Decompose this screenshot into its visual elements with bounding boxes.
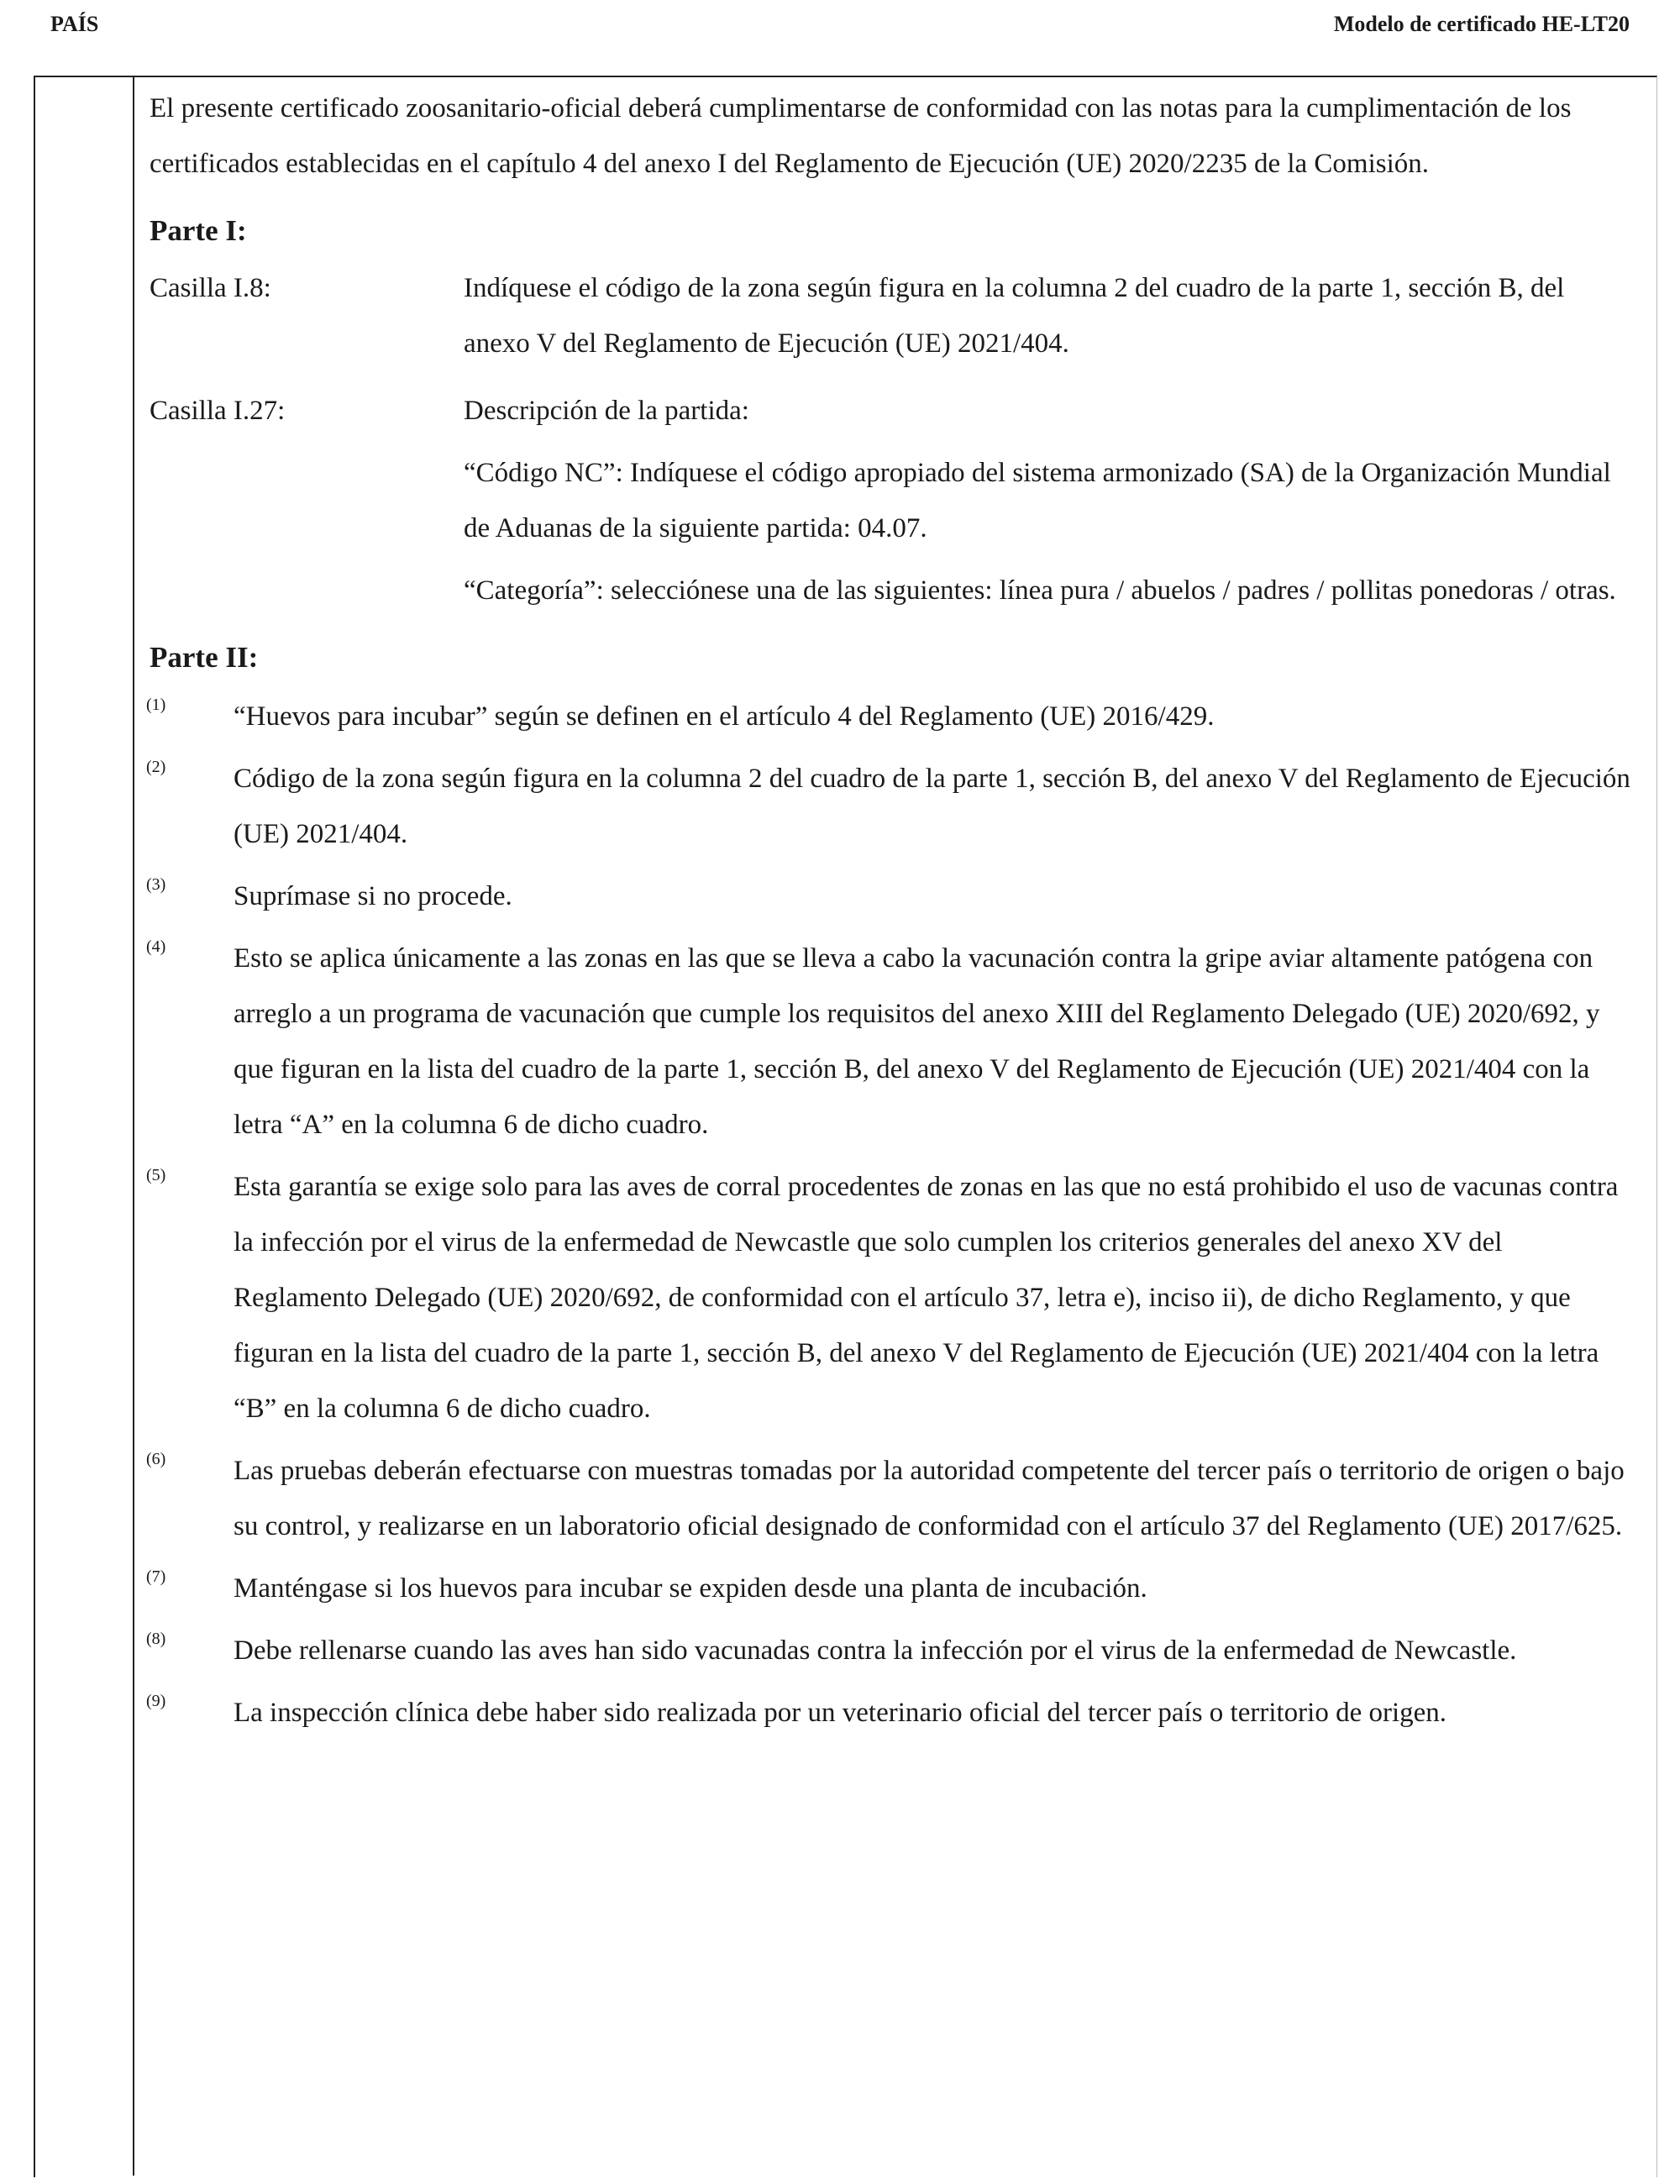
footnote-item [146,1623,1636,1678]
casilla-paragraph: “Categoría”: selecciónese una de las siguientes: línea pura / abuelos / padres / pollitas ponedoras / otras. [464,575,1616,606]
casilla-row [150,383,1636,625]
footnote-item [146,1443,1636,1554]
casilla-label: Casilla I.27: [150,396,286,426]
casilla-paragraph: “Código NC”: Indíquese el código apropiado del sistema armonizado (SA) de la Organización Mundial de Aduanas de la siguiente partida: 04.07. [464,458,1611,543]
casilla-row [150,260,1636,378]
footnote-text: La inspección clínica debe haber sido realizada por un veterinario oficial del tercer país o territorio de origen. [234,1698,1447,1728]
footnote-item [146,1159,1636,1436]
footnote-item [146,931,1636,1152]
footnote-item [146,751,1636,862]
footnote-number: (4) [146,937,166,956]
country-label: PAÍS [50,12,99,36]
footnote-text: “Huevos para incubar” según se definen en el artículo 4 del Reglamento (UE) 2016/429. [234,701,1215,732]
footnote-text: Esto se aplica únicamente a las zonas en las que se lleva a cabo la vacunación contra la gripe aviar altamente patógena con arreglo a un programa de vacunación que cumple los requisitos del anexo XIII del Reglamento Delegado (UE) 2020/692, y que figuran en la lista del cuadro de la parte 1, sección B, del anexo V del Reglamento de Ejecución (UE) 2021/404 con la letra “A” en la columna 6 de dicho cuadro. [234,943,1600,1140]
footnote-item [146,689,1636,744]
casilla-label: Casilla I.8: [150,273,271,303]
intro-paragraph: El presente certificado zoosanitario-oficial deberá cumplimentarse de conformidad con las notas para la cumplimentación de los certificados establecidas en el capítulo 4 del anexo I del Reglamento de Ejecución (UE) 2020/2235 de la Comisión. [150,93,1572,179]
margin-column-divider [133,76,134,2176]
casilla-body [464,383,1636,625]
footnote-text: Debe rellenarse cuando las aves han sido vacunadas contra la infección por el virus de la enfermedad de Newcastle. [234,1635,1517,1666]
footnote-item [146,1685,1636,1740]
footnote-number: (7) [146,1567,166,1586]
footnote-number: (9) [146,1692,166,1710]
page-header [50,12,1630,45]
footnote-text: Código de la zona según figura en la columna 2 del cuadro de la parte 1, sección B, del anexo V del Reglamento de Ejecución (UE) 2021/404. [234,764,1630,849]
footnote-item [146,1561,1636,1616]
footnote-number: (6) [146,1450,166,1468]
part-2-title: Parte II: [150,641,259,674]
footnote-number: (2) [146,758,166,776]
casilla-body [464,260,1636,378]
footnote-number: (3) [146,875,166,894]
certificate-notes-body [146,81,1636,1747]
part-1-title: Parte I: [150,214,247,247]
casilla-paragraph: Descripción de la partida: [464,396,749,426]
footnote-text: Manténgase si los huevos para incubar se expiden desde una planta de incubación. [234,1573,1147,1604]
footnote-text: Las pruebas deberán efectuarse con muestras tomadas por la autoridad competente del tercer país o territorio de origen o bajo su control, y realizarse en un laboratorio oficial designado de conformidad con el artículo 37 del Reglamento (UE) 2017/625. [234,1456,1625,1541]
certificate-model-label: Modelo de certificado HE-LT20 [1333,12,1630,36]
casilla-paragraph: Indíquese el código de la zona según figura en la columna 2 del cuadro de la parte 1, sección B, del anexo V del Reglamento de Ejecución (UE) 2021/404. [464,273,1565,359]
footnotes-list [146,689,1636,1740]
footnote-number: (8) [146,1630,166,1648]
footnote-text: Esta garantía se exige solo para las aves de corral procedentes de zonas en las que no está prohibido el uso de vacunas contra la infección por el virus de la enfermedad de Newcastle que solo cumplen los criterios generales del anexo XV del Reglamento Delegado (UE) 2020/692, de conformidad con el artículo 37, letra e), inciso ii), de dicho Reglamento, y que figuran en la lista del cuadro de la parte 1, sección B, del anexo V del Reglamento de Ejecución (UE) 2021/404 con la letra “B” en la columna 6 de dicho cuadro. [234,1172,1619,1424]
footnote-number: (1) [146,696,166,714]
footnote-item [146,869,1636,924]
footnote-text: Suprímase si no procede. [234,881,512,911]
footnote-number: (5) [146,1166,166,1184]
